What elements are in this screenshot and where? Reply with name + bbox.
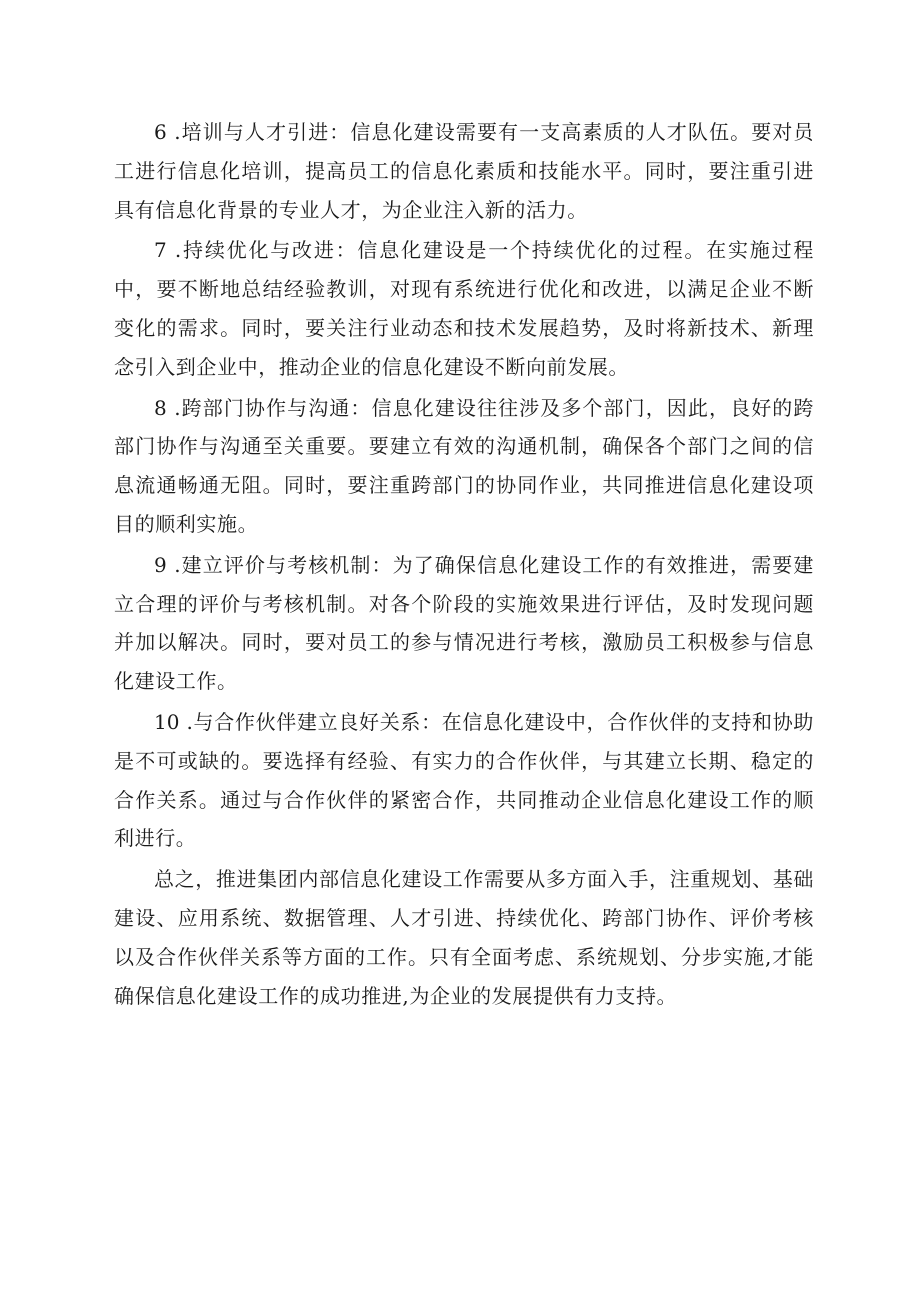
paragraph-10 <box>114 703 814 858</box>
paragraph-number: 8 <box>154 395 167 420</box>
paragraph-text: 总之，推进集团内部信息化建设工作需要从多方面入手，注重规划、基础建设、应用系统、数据管理、人才引进、持续优化、跨部门协作、评价考核以及合作伙伴关系等方面的工作。只有全面考虑、系统规划、分步实施,才能确保信息化建设工作的成功推进,为企业的发展提供有力支持。 <box>114 867 814 1008</box>
paragraph-text: .持续优化与改进：信息化建设是一个持续优化的过程。在实施过程中，要不断地总结经验教训，对现有系统进行优化和改进，以满足企业不断变化的需求。同时，要关注行业动态和技术发展趋势，及时将新技术、新理念引入到企业中，推动企业的信息化建设不断向前发展。 <box>114 238 814 379</box>
paragraph-number: 7 <box>154 238 167 263</box>
paragraph-text: .跨部门协作与沟通：信息化建设往往涉及多个部门，因此，良好的跨部门协作与沟通至关重要。要建立有效的沟通机制，确保各个部门之间的信息流通畅通无阻。同时，要注重跨部门的协同作业，共同推进信息化建设项目的顺利实施。 <box>114 395 814 536</box>
paragraph-number: 6 <box>154 120 167 144</box>
paragraph-number: 9 <box>154 552 167 577</box>
paragraph-summary <box>114 860 814 1015</box>
paragraph-9 <box>114 546 814 701</box>
paragraph-number: 10 <box>154 709 180 734</box>
paragraph-text: .建立评价与考核机制：为了确保信息化建设工作的有效推进，需要建立合理的评价与考核机制。对各个阶段的实施效果进行评估，及时发现问题并加以解决。同时，要对员工的参与情况进行考核，激励员工积极参与信息化建设工作。 <box>114 552 814 694</box>
document-body <box>114 113 814 1017</box>
paragraph-text: .培训与人才引进：信息化建设需要有一支高素质的人才队伍。要对员工进行信息化培训，提高员工的信息化素质和技能水平。同时，要注重引进具有信息化背景的专业人才，为企业注入新的活力。 <box>114 120 814 222</box>
paragraph-8 <box>114 389 814 544</box>
paragraph-text: .与合作伙伴建立良好关系：在信息化建设中，合作伙伴的支持和协助是不可或缺的。要选择有经验、有实力的合作伙伴，与其建立长期、稳定的合作关系。通过与合作伙伴的紧密合作，共同推动企业信息化建设工作的顺利进行。 <box>114 709 814 851</box>
paragraph-7 <box>114 231 814 386</box>
paragraph-6 <box>114 113 814 229</box>
